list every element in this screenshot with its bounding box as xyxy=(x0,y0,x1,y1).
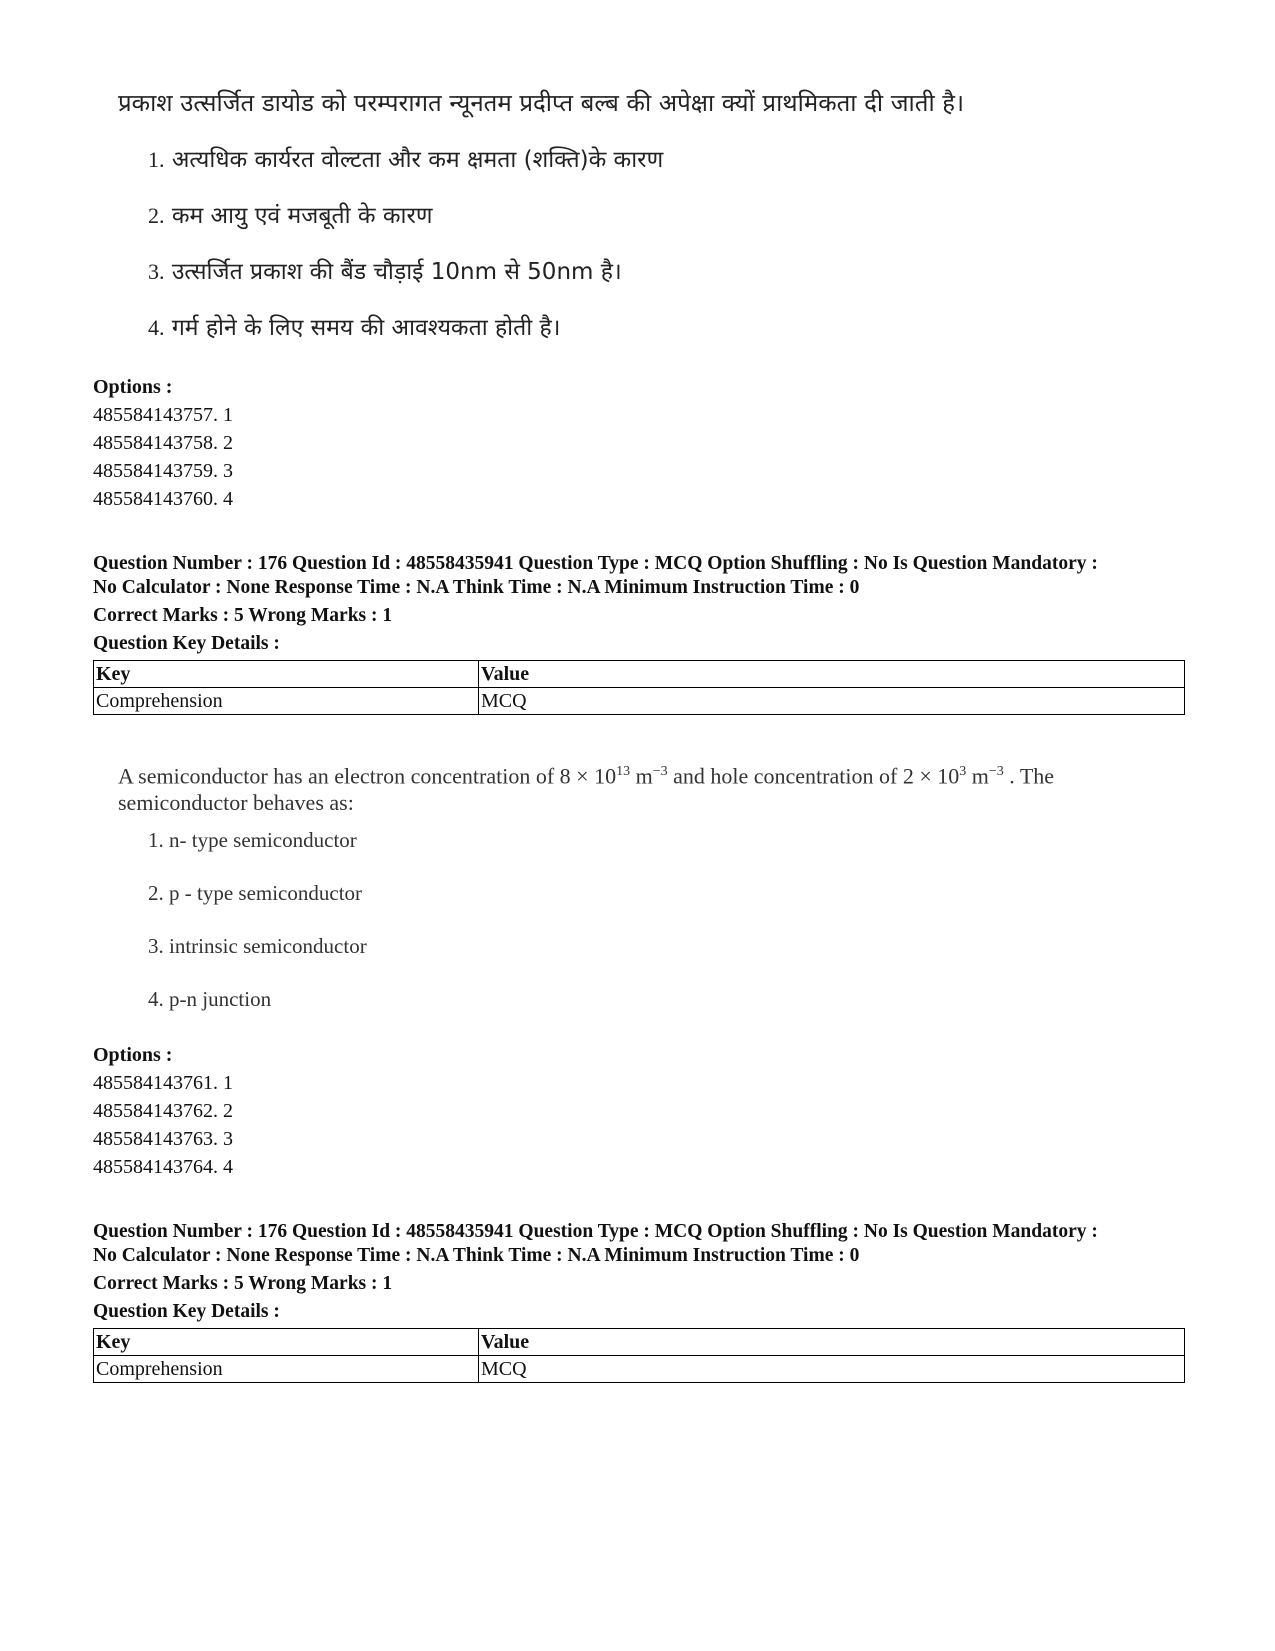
option-line: 485584143759. 3 xyxy=(93,460,233,482)
question-choice: 1. अत्यधिक कार्यरत वोल्टता और कम क्षमता (शक्ति)के कारण xyxy=(148,147,664,173)
question-choice: 2. कम आयु एवं मजबूती के कारण xyxy=(148,203,433,229)
question-stem-hindi: प्रकाश उत्सर्जित डायोड को परम्परागत न्यूनतम प्रदीप्त बल्ब की अपेक्षा क्यों प्राथमिकता दी जाती है। xyxy=(118,89,965,117)
option-line: 485584143763. 3 xyxy=(93,1128,233,1150)
table-cell-value: MCQ xyxy=(479,688,1185,715)
option-line: 485584143757. 1 xyxy=(93,404,233,426)
option-line: 485584143758. 2 xyxy=(93,432,233,454)
table-header-value: Value xyxy=(479,1329,1185,1356)
option-line: 485584143761. 1 xyxy=(93,1072,233,1094)
table-header-key: Key xyxy=(94,661,479,688)
key-details-title: Question Key Details : xyxy=(93,633,280,654)
question-stem-english: A semiconductor has an electron concentration of $8 \times 10^{13}$ $m^{-3}$ and hole concentration of $2 \times 10^3$ $m^{-3}$ . The semiconductor behaves as: xyxy=(118,763,1055,816)
table-cell-value: MCQ xyxy=(479,1356,1185,1383)
question-choice: 4. p-n junction xyxy=(148,987,272,1011)
question-choice: 1. n- type semiconductor xyxy=(148,828,357,852)
key-details-table xyxy=(93,1328,1185,1383)
question-choice: 2. p - type semiconductor xyxy=(148,881,363,905)
table-cell-key: Comprehension xyxy=(94,1356,479,1383)
options-title: Options : xyxy=(93,376,173,398)
table-cell-key: Comprehension xyxy=(94,688,479,715)
table-header-key: Key xyxy=(94,1329,479,1356)
key-details-table xyxy=(93,660,1185,715)
table-header-value: Value xyxy=(479,661,1185,688)
key-details-title: Question Key Details : xyxy=(93,1301,280,1322)
question-meta-line1: Question Number : 176 Question Id : 48558435941 Question Type : MCQ Option Shuffling : No Is Question Mandatory : xyxy=(93,553,1098,574)
question-meta-line2: No Calculator : None Response Time : N.A Think Time : N.A Minimum Instruction Time : 0 xyxy=(93,577,860,598)
question-meta-line2: No Calculator : None Response Time : N.A Think Time : N.A Minimum Instruction Time : 0 xyxy=(93,1245,860,1266)
question-choice: 4. गर्म होने के लिए समय की आवश्यकता होती है। xyxy=(148,315,561,341)
question-meta-line1: Question Number : 176 Question Id : 48558435941 Question Type : MCQ Option Shuffling : No Is Question Mandatory : xyxy=(93,1221,1098,1242)
option-line: 485584143764. 4 xyxy=(93,1156,233,1178)
option-line: 485584143762. 2 xyxy=(93,1100,233,1122)
question-choice: 3. intrinsic semiconductor xyxy=(148,934,367,958)
question-choice: 3. उत्सर्जित प्रकाश की बैंड चौड़ाई 10nm से 50nm है। xyxy=(148,259,622,285)
option-line: 485584143760. 4 xyxy=(93,488,233,510)
marks-line: Correct Marks : 5 Wrong Marks : 1 xyxy=(93,1273,393,1294)
marks-line: Correct Marks : 5 Wrong Marks : 1 xyxy=(93,605,393,626)
options-title: Options : xyxy=(93,1044,173,1066)
